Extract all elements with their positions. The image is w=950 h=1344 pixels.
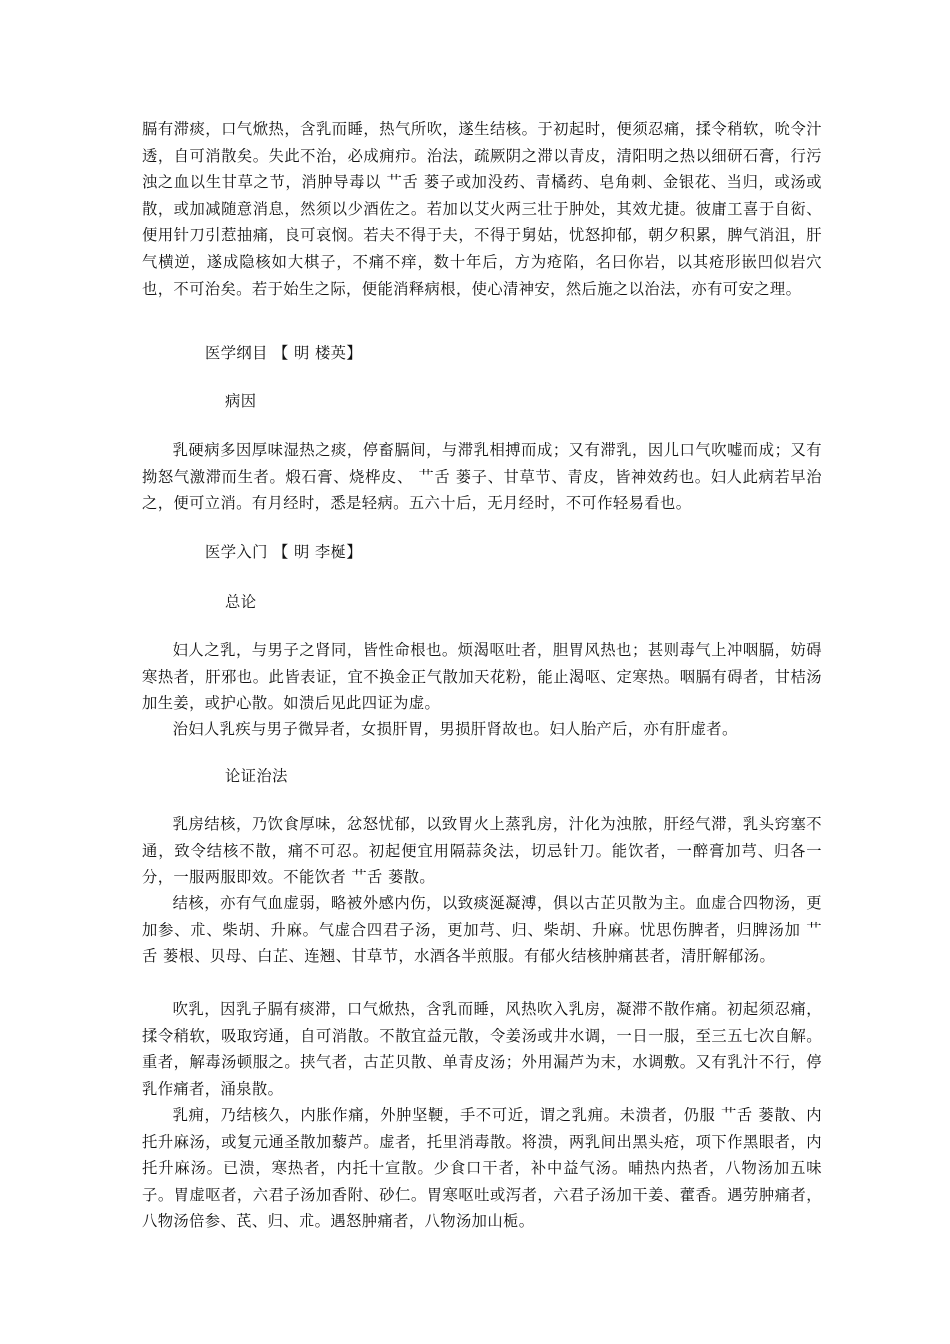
- paragraph-breast-nodule: 乳房结核，乃饮食厚味，忿怒忧郁，以致胃火上蒸乳房，汁化为浊脓，肝经气滞，乳头窍塞不通，致令结核不散，痛不可忍。初起便宜用隔蒜灸法，切忌针刀。能饮者，一醉膏加芎、归各一分，一服两服即效。不能饮者 艹舌 蒌散。: [142, 815, 822, 887]
- section-heading-syndrome-treatment: 论证治法: [225, 767, 288, 785]
- paragraph-breast-nodule-treatment: 膈有滞痰，口气焮热，含乳而睡，热气所吹，遂生结核。于初起时，便须忍痛，揉令稍软，吮令汁透，自可消散矣。失此不治，必成痈疖。治法，疏厥阴之滞以青皮，清阳明之热以细研石膏，行污浊之血以生甘草之节，消肿导毒以 艹舌 蒌子或加没药、青橘药、皂角刺、金银花、当归，或汤或散，或加减随意消息，然须以少酒佐之。若加以艾火两三壮于肿处，其效尤捷。彼庸工喜于自衒、便用针刀引惹抽痛，良可哀悯。若夫不得于夫，不得于舅姑，忧怒抑郁，朝夕积累，脾气消沮，肝气横逆，遂成隐核如大棋子，不痛不痒，数十年后，方为疮陷，名曰你岩，以其疮形嵌凹似岩穴也，不可治矣。若于始生之际，便能消释病根，使心清神安，然后施之以治法，亦有可安之理。: [142, 120, 822, 298]
- book-heading-yixue-gangmu: 医学纲目 【 明 楼英】: [205, 344, 363, 362]
- paragraph-blown-breast: 吹乳，因乳子膈有痰滞，口气焮热，含乳而睡，风热吹入乳房，凝滞不散作痛。初起须忍痛，揉令稍软，吸取窍通，自可消散。不散宜益元散，令姜汤或井水调，一日一服，至三五七次自解。重者，解毒汤顿服之。挟气者，古芷贝散、单青皮汤；外用漏芦为末，水调敷。又有乳汁不行，停乳作痛者，涌泉散。: [142, 1000, 822, 1098]
- paragraph-etiology: 乳硬病多因厚味湿热之痰，停畜膈间，与滞乳相搏而成；又有滞乳，因儿口气吹嘘而成；又有拗怒气激滞而生者。煅石膏、烧桦皮、 艹舌 蒌子、甘草节、青皮，皆神效药也。妇人此病若早治之，便可立消。有月经时，悉是轻病。五六十后，无月经时，不可作轻易看也。: [142, 441, 822, 513]
- paragraph-gender-difference: 治妇人乳疾与男子微异者，女损肝胃，男损肝肾故也。妇人胎产后，亦有肝虚者。: [172, 720, 738, 738]
- paragraph-nodule-deficiency: 结核，亦有气血虚弱，略被外感内伤，以致痰涎凝溥，俱以古芷贝散为主。血虚合四物汤，更加参、朮、柴胡、升麻。气虚合四君子汤，更加芎、归、柴胡、升麻。忧思伤脾者，归脾汤加 艹舌 蒌根、贝母、白芷、连翘、甘草节，水酒各半煎服。有郁火结核肿痛甚者，清肝解郁汤。: [142, 894, 822, 966]
- book-heading-yixue-rumen: 医学入门 【 明 李梴】: [205, 543, 363, 561]
- paragraph-breast-abscess: 乳痈，乃结核久，内胀作痛，外肿坚鞕，手不可近，谓之乳痈。未溃者，仍服 艹舌 蒌散、内托升麻汤，或复元通圣散加藜芦。虚者，托里消毒散。将溃，两乳间出黑头疮，项下作黑眼者，内托升麻汤。已溃，寒热者，内托十宣散。少食口干者，补中益气汤。晡热内热者，八物汤加五味子。胃虚呕者，六君子汤加香附、砂仁。胃寒呕吐或泻者，六君子汤加干姜、藿香。遇劳肿痛者，八物汤倍参、芪、归、朮。遇怒肿痛者，八物汤加山栀。: [142, 1106, 822, 1231]
- section-heading-etiology: 病因: [225, 392, 257, 410]
- paragraph-general-discussion: 妇人之乳，与男子之肾同，皆性命根也。烦渴呕吐者，胆胃风热也；甚则毒气上冲咽膈，妨碍寒热者，肝邪也。此皆表证，宜不换金正气散加天花粉，能止渴呕、定寒热。咽膈有碍者，甘桔汤加生姜，或护心散。如溃后见此四证为虚。: [142, 641, 822, 713]
- section-heading-general-discussion: 总论: [225, 593, 257, 611]
